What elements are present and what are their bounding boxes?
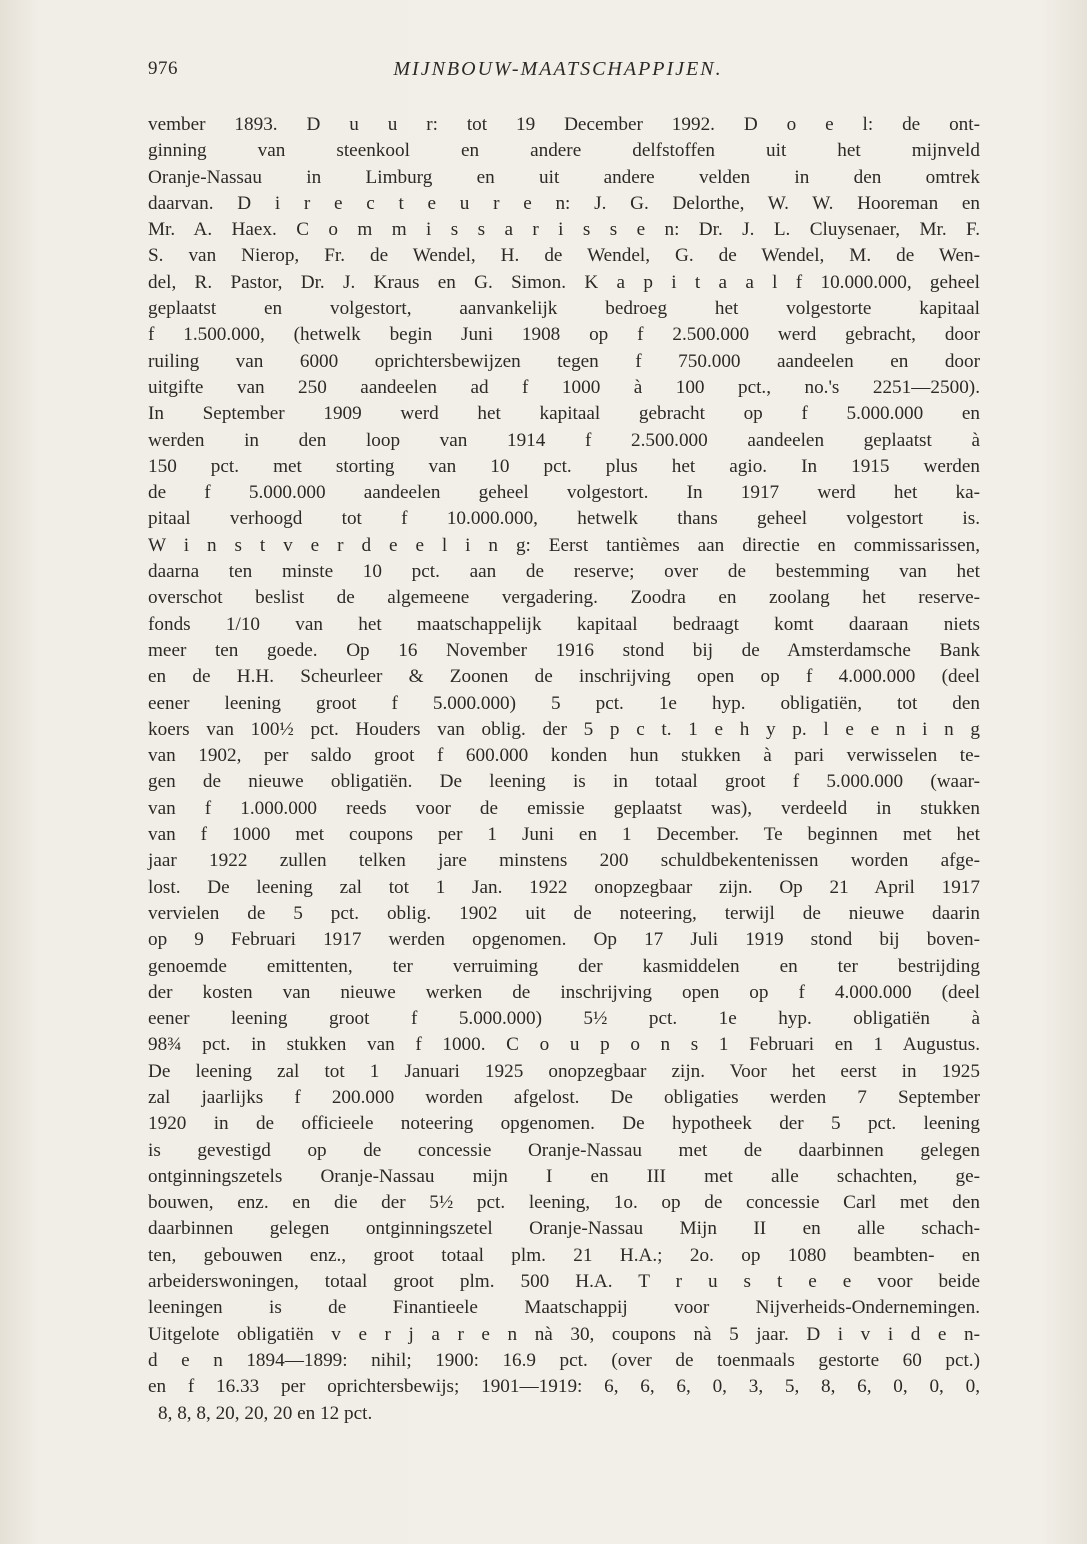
text-line: is gevestigd op de concessie Oranje-Nassau met de daarbinnen gelegen — [148, 1139, 980, 1161]
text-line: pitaal verhoogd tot f 10.000.000, hetwelk thans geheel volgestort is. — [148, 508, 980, 530]
text-line: uitgifte van 250 aandeelen ad f 1000 à 100 pct., no.'s 2251—2500). — [148, 376, 980, 398]
text-line: vember 1893. D u u r: tot 19 December 1992. D o e l: de ont- — [148, 114, 980, 135]
text-line: Oranje-Nassau in Limburg en uit andere velden in den omtrek — [148, 166, 980, 188]
text-line: en de H.H. Scheurleer & Zoonen de inschrijving open op f 4.000.000 (deel — [148, 666, 980, 688]
text-line: 150 pct. met storting van 10 pct. plus het agio. In 1915 werden — [148, 455, 980, 477]
text-line: 98¾ pct. in stukken van f 1000. C o u p o n s 1 Februari en 1 Augustus. — [148, 1034, 980, 1056]
text-line: der kosten van nieuwe werken de inschrijving open op f 4.000.000 (deel — [148, 981, 980, 1003]
text-line: op 9 Februari 1917 werden opgenomen. Op 17 Juli 1919 stond bij boven- — [148, 929, 980, 951]
text-line: In September 1909 werd het kapitaal gebracht op f 5.000.000 en — [148, 403, 980, 425]
text-line: Mr. A. Haex. C o m m i s s a r i s s e n: Dr. J. L. Cluysenaer, Mr. F. — [148, 219, 980, 241]
text-line: Uitgelote obligatiën v e r j a r e n nà 30, coupons nà 5 jaar. D i v i d e n- — [148, 1323, 980, 1345]
text-line: 1920 in de officieele noteering opgenomen. De hypotheek der 5 pct. leening — [148, 1113, 980, 1135]
text-line: De leening zal tot 1 Januari 1925 onopzegbaar zijn. Voor het eerst in 1925 — [148, 1060, 980, 1082]
text-line: en f 16.33 per oprichtersbewijs; 1901—1919: 6, 6, 6, 0, 3, 5, 8, 6, 0, 0, 0, — [148, 1376, 980, 1398]
page-header — [148, 58, 968, 88]
text-line: zal jaarlijks f 200.000 worden afgelost. De obligaties werden 7 September — [148, 1086, 980, 1108]
text-line: 8, 8, 8, 20, 20, 20 en 12 pct. — [158, 1402, 373, 1424]
text-line: d e n 1894—1899: nihil; 1900: 16.9 pct. (over de toenmaals gestorte 60 pct.) — [148, 1349, 980, 1371]
text-line: vervielen de 5 pct. oblig. 1902 uit de noteering, terwijl de nieuwe daarin — [148, 902, 980, 924]
text-line: werden in den loop van 1914 f 2.500.000 aandeelen geplaatst à — [148, 429, 980, 451]
text-line: van 1902, per saldo groot f 600.000 konden hun stukken à pari verwisselen te- — [148, 745, 980, 767]
text-line: daarvan. D i r e c t e u r e n: J. G. Delorthe, W. W. Hooreman en — [148, 192, 980, 214]
text-line: geplaatst en volgestort, aanvankelijk bedroeg het volgestorte kapitaal — [148, 298, 980, 320]
text-line: del, R. Pastor, Dr. J. Kraus en G. Simon. K a p i t a a l f 10.000.000, geheel — [148, 271, 980, 293]
running-title: MIJNBOUW-MAATSCHAPPIJEN. — [393, 58, 723, 80]
text-line: f 1.500.000, (hetwelk begin Juni 1908 op f 2.500.000 werd gebracht, door — [148, 324, 980, 346]
text-line: arbeiderswoningen, totaal groot plm. 500 H.A. T r u s t e e voor beide — [148, 1271, 980, 1293]
text-line: van f 1.000.000 reeds voor de emissie geplaatst was), verdeeld in stukken — [148, 797, 980, 819]
text-line: eener leening groot f 5.000.000) 5 pct. 1e hyp. obligatiën, tot den — [148, 692, 980, 714]
text-line: koers van 100½ pct. Houders van oblig. der 5 p c t. 1 e h y p. l e e n i n g — [148, 718, 980, 740]
text-line: bouwen, enz. en die der 5½ pct. leening, 1o. op de concessie Carl met den — [148, 1192, 980, 1214]
text-line: daarna ten minste 10 pct. aan de reserve; over de bestemming van het — [148, 561, 980, 583]
text-line: de f 5.000.000 aandeelen geheel volgestort. In 1917 werd het ka- — [148, 482, 980, 504]
text-line: ten, gebouwen enz., groot totaal plm. 21 H.A.; 2o. op 1080 beambten- en — [148, 1244, 980, 1266]
text-line: genoemde emittenten, ter verruiming der kasmiddelen en ter bestrijding — [148, 955, 980, 977]
page-number: 976 — [148, 58, 178, 79]
text-line: ginning van steenkool en andere delfstoffen uit het mijnveld — [148, 140, 980, 162]
text-line: lost. De leening zal tot 1 Jan. 1922 onopzegbaar zijn. Op 21 April 1917 — [148, 876, 980, 898]
text-line: eener leening groot f 5.000.000) 5½ pct. 1e hyp. obligatiën à — [148, 1008, 980, 1030]
text-line: fonds 1/10 van het maatschappelijk kapitaal bedraagt komt daaraan niets — [148, 613, 980, 635]
text-line: overschot beslist de algemeene vergadering. Zoodra en zoolang het reserve- — [148, 587, 980, 609]
text-line: gen de nieuwe obligatiën. De leening is in totaal groot f 5.000.000 (waar- — [148, 771, 980, 793]
body-text — [148, 112, 980, 1427]
text-line: ontginningszetels Oranje-Nassau mijn I en III met alle schachten, ge- — [148, 1165, 980, 1187]
text-line: W i n s t v e r d e e l i n g: Eerst tantièmes aan directie en commissarissen, — [148, 534, 980, 556]
text-line: leeningen is de Finantieele Maatschappij voor Nijverheids-Ondernemingen. — [148, 1297, 980, 1319]
text-line: ruiling van 6000 oprichtersbewijzen tegen f 750.000 aandeelen en door — [148, 350, 980, 372]
text-line: S. van Nierop, Fr. de Wendel, H. de Wendel, G. de Wendel, M. de Wen- — [148, 245, 980, 267]
text-line: daarbinnen gelegen ontginningszetel Oranje-Nassau Mijn II en alle schach- — [148, 1218, 980, 1240]
text-line: meer ten goede. Op 16 November 1916 stond bij de Amsterdamsche Bank — [148, 639, 980, 661]
text-line: van f 1000 met coupons per 1 Juni en 1 December. Te beginnen met het — [148, 824, 980, 846]
text-line: jaar 1922 zullen telken jare minstens 200 schuldbekentenissen worden afge- — [148, 850, 980, 872]
